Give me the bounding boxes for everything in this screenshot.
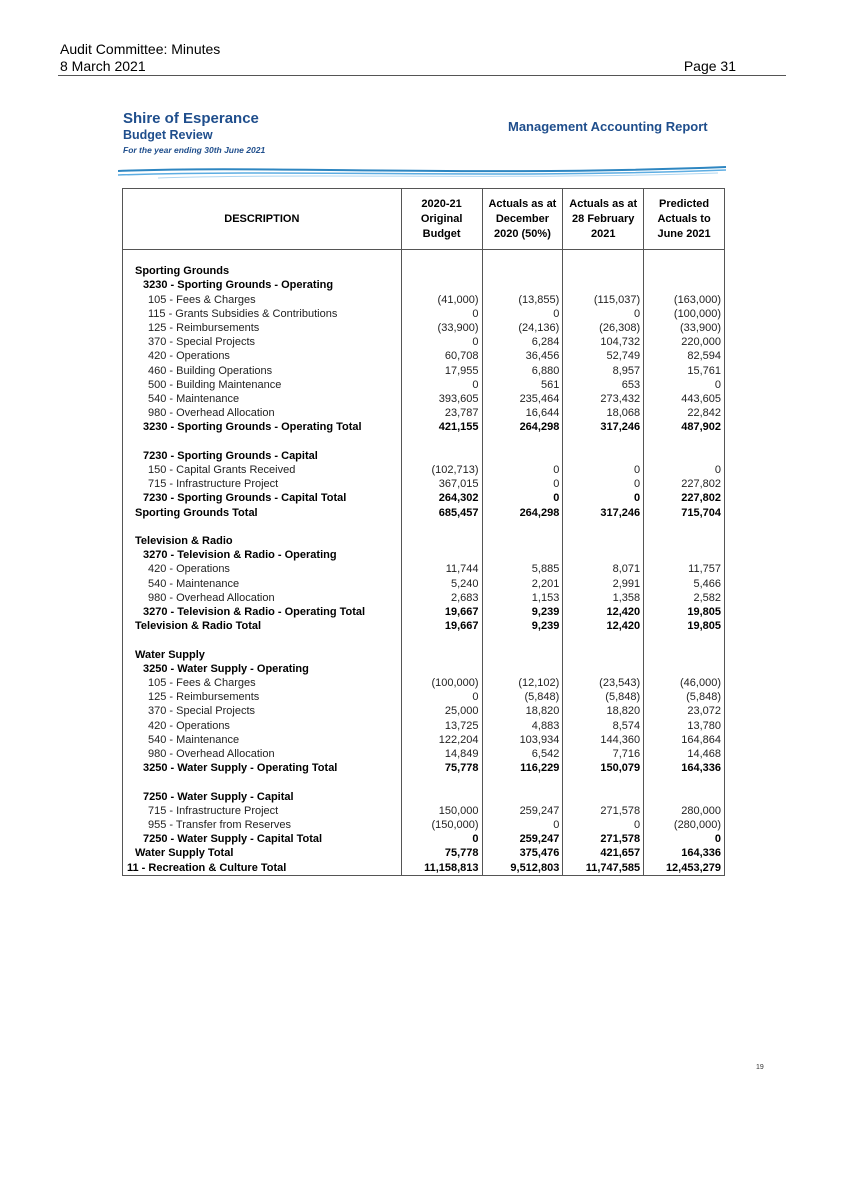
- total-row: [123, 846, 725, 860]
- line-item-row: [123, 591, 725, 605]
- row-value: (13,855): [482, 293, 563, 307]
- line-item-row: [123, 747, 725, 761]
- row-value: [563, 648, 644, 662]
- section-heading-row: [123, 662, 725, 676]
- row-value: [482, 435, 563, 449]
- row-value: [401, 520, 482, 534]
- row-value: 11,744: [401, 562, 482, 576]
- section-heading-row: [123, 648, 725, 662]
- row-value: [644, 633, 725, 647]
- row-value: 0: [401, 690, 482, 704]
- row-value: 164,336: [644, 846, 725, 860]
- total-row: [123, 491, 725, 505]
- line-item-row: [123, 719, 725, 733]
- row-value: (102,713): [401, 463, 482, 477]
- row-description: 370 - Special Projects: [123, 704, 402, 718]
- spacer-row: [123, 775, 725, 789]
- row-value: 9,239: [482, 619, 563, 633]
- row-value: 13,725: [401, 719, 482, 733]
- row-value: 685,457: [401, 506, 482, 520]
- header-line: Actuals as at: [569, 198, 638, 210]
- row-value: (5,848): [644, 690, 725, 704]
- row-value: 0: [482, 307, 563, 321]
- line-item-row: [123, 733, 725, 747]
- row-description: 3230 - Sporting Grounds - Operating Total: [123, 420, 402, 434]
- row-value: 561: [482, 378, 563, 392]
- row-value: [401, 278, 482, 292]
- row-value: 15,761: [644, 364, 725, 378]
- row-value: [401, 790, 482, 804]
- row-value: 0: [401, 378, 482, 392]
- spacer-row: [123, 520, 725, 534]
- row-value: [482, 548, 563, 562]
- total-row: [123, 619, 725, 633]
- row-value: [482, 775, 563, 789]
- row-description: 3250 - Water Supply - Operating: [123, 662, 402, 676]
- row-value: 11,158,813: [401, 861, 482, 876]
- row-value: [644, 449, 725, 463]
- row-value: 14,468: [644, 747, 725, 761]
- row-value: 23,787: [401, 406, 482, 420]
- row-description: 980 - Overhead Allocation: [123, 747, 402, 761]
- row-value: [401, 435, 482, 449]
- line-item-row: [123, 477, 725, 491]
- row-value: 393,605: [401, 392, 482, 406]
- col-predicted-actuals-header: [644, 189, 725, 250]
- row-value: (280,000): [644, 818, 725, 832]
- row-value: 122,204: [401, 733, 482, 747]
- row-value: 259,247: [482, 804, 563, 818]
- row-value: 75,778: [401, 846, 482, 860]
- total-row: [123, 605, 725, 619]
- total-row: [123, 861, 725, 876]
- row-description: 3270 - Television & Radio - Operating: [123, 548, 402, 562]
- line-item-row: [123, 577, 725, 591]
- spacer-row: [123, 250, 725, 265]
- header-line: 28 February: [572, 213, 635, 225]
- row-value: 116,229: [482, 761, 563, 775]
- total-row: [123, 761, 725, 775]
- line-item-row: [123, 804, 725, 818]
- row-value: 103,934: [482, 733, 563, 747]
- col-original-budget-header: [401, 189, 482, 250]
- row-description: 420 - Operations: [123, 349, 402, 363]
- row-value: 0: [563, 818, 644, 832]
- row-value: [482, 278, 563, 292]
- row-description: 540 - Maintenance: [123, 733, 402, 747]
- line-item-row: [123, 676, 725, 690]
- row-value: [563, 534, 644, 548]
- row-value: [563, 633, 644, 647]
- row-value: 36,456: [482, 349, 563, 363]
- spacer-row: [123, 435, 725, 449]
- row-value: 0: [401, 832, 482, 846]
- report-period: For the year ending 30th June 2021: [123, 145, 266, 155]
- row-value: 4,883: [482, 719, 563, 733]
- row-value: 23,072: [644, 704, 725, 718]
- row-description: Sporting Grounds: [123, 264, 402, 278]
- row-value: 8,957: [563, 364, 644, 378]
- row-value: [563, 775, 644, 789]
- header-rule: [58, 75, 786, 76]
- row-value: [644, 548, 725, 562]
- total-row: [123, 832, 725, 846]
- report-title: Management Accounting Report: [508, 119, 708, 134]
- footer-page-number: 19: [756, 1064, 764, 1071]
- row-value: 443,605: [644, 392, 725, 406]
- row-value: [563, 790, 644, 804]
- row-value: (41,000): [401, 293, 482, 307]
- row-value: [401, 775, 482, 789]
- row-value: 60,708: [401, 349, 482, 363]
- row-value: 0: [563, 491, 644, 505]
- section-heading-row: [123, 449, 725, 463]
- row-value: 0: [482, 477, 563, 491]
- row-value: [644, 790, 725, 804]
- row-value: [482, 264, 563, 278]
- row-value: (33,900): [401, 321, 482, 335]
- row-description: 7230 - Sporting Grounds - Capital: [123, 449, 402, 463]
- row-value: [401, 633, 482, 647]
- row-value: 0: [482, 463, 563, 477]
- row-value: 19,667: [401, 619, 482, 633]
- row-description: [123, 775, 402, 789]
- row-value: 14,849: [401, 747, 482, 761]
- row-description: Television & Radio Total: [123, 619, 402, 633]
- row-value: 164,336: [644, 761, 725, 775]
- row-value: (46,000): [644, 676, 725, 690]
- section-heading-row: [123, 264, 725, 278]
- row-value: 2,201: [482, 577, 563, 591]
- row-value: 164,864: [644, 733, 725, 747]
- line-item-row: [123, 378, 725, 392]
- col-actuals-december-header: [482, 189, 563, 250]
- row-description: [123, 633, 402, 647]
- row-value: 0: [563, 307, 644, 321]
- section-heading-row: [123, 534, 725, 548]
- table-body: [123, 250, 725, 876]
- row-value: 5,885: [482, 562, 563, 576]
- line-item-row: [123, 690, 725, 704]
- row-value: 0: [644, 463, 725, 477]
- row-value: (115,037): [563, 293, 644, 307]
- row-value: 0: [482, 818, 563, 832]
- row-value: [644, 534, 725, 548]
- row-value: 259,247: [482, 832, 563, 846]
- row-value: 22,842: [644, 406, 725, 420]
- row-value: 12,420: [563, 619, 644, 633]
- report-organisation: Shire of Esperance: [123, 110, 259, 127]
- row-value: 75,778: [401, 761, 482, 775]
- row-description: 3250 - Water Supply - Operating Total: [123, 761, 402, 775]
- line-item-row: [123, 293, 725, 307]
- row-value: 2,991: [563, 577, 644, 591]
- row-value: 18,820: [563, 704, 644, 718]
- row-value: [401, 449, 482, 463]
- line-item-row: [123, 562, 725, 576]
- total-row: [123, 506, 725, 520]
- line-item-row: [123, 321, 725, 335]
- row-description: 980 - Overhead Allocation: [123, 406, 402, 420]
- row-description: 3230 - Sporting Grounds - Operating: [123, 278, 402, 292]
- row-value: [644, 250, 725, 265]
- row-value: 7,716: [563, 747, 644, 761]
- row-value: 19,805: [644, 605, 725, 619]
- section-heading-row: [123, 790, 725, 804]
- row-value: [482, 648, 563, 662]
- header-line: Budget: [422, 228, 461, 240]
- row-value: 13,780: [644, 719, 725, 733]
- row-value: [563, 662, 644, 676]
- report-subtitle: Budget Review: [123, 128, 213, 142]
- row-value: 280,000: [644, 804, 725, 818]
- row-value: 5,240: [401, 577, 482, 591]
- row-value: [482, 520, 563, 534]
- row-value: 715,704: [644, 506, 725, 520]
- row-value: [644, 435, 725, 449]
- row-description: 540 - Maintenance: [123, 577, 402, 591]
- row-description: 980 - Overhead Allocation: [123, 591, 402, 605]
- row-value: 0: [644, 832, 725, 846]
- row-value: (100,000): [401, 676, 482, 690]
- row-value: (5,848): [563, 690, 644, 704]
- row-value: 9,239: [482, 605, 563, 619]
- row-value: 11,747,585: [563, 861, 644, 876]
- row-value: 2,683: [401, 591, 482, 605]
- row-value: 104,732: [563, 335, 644, 349]
- row-value: [401, 662, 482, 676]
- row-value: [401, 264, 482, 278]
- row-value: 1,153: [482, 591, 563, 605]
- row-value: [482, 250, 563, 265]
- row-value: (26,308): [563, 321, 644, 335]
- row-value: 8,574: [563, 719, 644, 733]
- row-value: [482, 534, 563, 548]
- header-line: June 2021: [657, 228, 711, 240]
- line-item-row: [123, 392, 725, 406]
- row-description: [123, 520, 402, 534]
- row-value: (23,543): [563, 676, 644, 690]
- row-description: 105 - Fees & Charges: [123, 293, 402, 307]
- row-description: [123, 435, 402, 449]
- row-description: 540 - Maintenance: [123, 392, 402, 406]
- row-description: 370 - Special Projects: [123, 335, 402, 349]
- row-value: (24,136): [482, 321, 563, 335]
- row-value: 271,578: [563, 832, 644, 846]
- row-value: [644, 520, 725, 534]
- row-value: [401, 648, 482, 662]
- row-description: 115 - Grants Subsidies & Contributions: [123, 307, 402, 321]
- row-value: 227,802: [644, 477, 725, 491]
- row-value: 264,298: [482, 420, 563, 434]
- row-description: 125 - Reimbursements: [123, 690, 402, 704]
- total-row: [123, 420, 725, 434]
- row-value: 19,667: [401, 605, 482, 619]
- row-value: [563, 520, 644, 534]
- row-description: 420 - Operations: [123, 719, 402, 733]
- row-value: [644, 775, 725, 789]
- header-line: Original: [420, 213, 463, 225]
- row-description: 105 - Fees & Charges: [123, 676, 402, 690]
- row-value: 271,578: [563, 804, 644, 818]
- row-value: [644, 648, 725, 662]
- spacer-row: [123, 633, 725, 647]
- row-value: 12,453,279: [644, 861, 725, 876]
- row-value: 6,542: [482, 747, 563, 761]
- row-description: 7230 - Sporting Grounds - Capital Total: [123, 491, 402, 505]
- row-description: 500 - Building Maintenance: [123, 378, 402, 392]
- row-description: 7250 - Water Supply - Capital Total: [123, 832, 402, 846]
- row-value: 6,880: [482, 364, 563, 378]
- row-value: (12,102): [482, 676, 563, 690]
- header-line: 2020-21: [421, 198, 462, 210]
- row-value: [563, 548, 644, 562]
- row-description: Water Supply Total: [123, 846, 402, 860]
- row-value: 17,955: [401, 364, 482, 378]
- line-item-row: [123, 335, 725, 349]
- col-description-header: DESCRIPTION: [123, 189, 402, 250]
- row-value: 150,079: [563, 761, 644, 775]
- col-actuals-february-header: [563, 189, 644, 250]
- row-value: [563, 250, 644, 265]
- row-value: 0: [401, 335, 482, 349]
- line-item-row: [123, 463, 725, 477]
- header-swoosh-graphic: [118, 157, 728, 181]
- row-value: [563, 264, 644, 278]
- line-item-row: [123, 704, 725, 718]
- row-value: 220,000: [644, 335, 725, 349]
- line-item-row: [123, 307, 725, 321]
- header-line: 2020 (50%): [493, 228, 551, 240]
- row-description: [123, 250, 402, 265]
- row-value: 18,068: [563, 406, 644, 420]
- line-item-row: [123, 364, 725, 378]
- row-value: 25,000: [401, 704, 482, 718]
- row-description: 460 - Building Operations: [123, 364, 402, 378]
- row-description: 955 - Transfer from Reserves: [123, 818, 402, 832]
- row-value: 421,155: [401, 420, 482, 434]
- row-value: [482, 662, 563, 676]
- row-value: [482, 633, 563, 647]
- header-line: Actuals to: [657, 213, 711, 225]
- row-value: [644, 264, 725, 278]
- line-item-row: [123, 818, 725, 832]
- row-description: 420 - Operations: [123, 562, 402, 576]
- row-value: 367,015: [401, 477, 482, 491]
- row-value: 653: [563, 378, 644, 392]
- row-value: 18,820: [482, 704, 563, 718]
- row-value: 2,582: [644, 591, 725, 605]
- row-value: (163,000): [644, 293, 725, 307]
- line-item-row: [123, 406, 725, 420]
- table-header-row: [123, 189, 725, 250]
- row-value: 150,000: [401, 804, 482, 818]
- row-value: [563, 278, 644, 292]
- header-line: Predicted: [659, 198, 710, 210]
- row-value: [482, 790, 563, 804]
- row-value: (5,848): [482, 690, 563, 704]
- row-description: Water Supply: [123, 648, 402, 662]
- row-value: 0: [401, 307, 482, 321]
- row-description: Sporting Grounds Total: [123, 506, 402, 520]
- header-page: Page 31: [683, 58, 736, 74]
- row-value: 5,466: [644, 577, 725, 591]
- row-value: 235,464: [482, 392, 563, 406]
- row-value: 0: [563, 463, 644, 477]
- row-value: (100,000): [644, 307, 725, 321]
- row-description: 11 - Recreation & Culture Total: [123, 861, 402, 876]
- row-value: [401, 534, 482, 548]
- row-value: 52,749: [563, 349, 644, 363]
- header-line: 2021: [591, 228, 616, 240]
- row-value: 12,420: [563, 605, 644, 619]
- row-description: 715 - Infrastructure Project: [123, 477, 402, 491]
- section-heading-row: [123, 278, 725, 292]
- header-date: 8 March 2021: [60, 58, 146, 74]
- row-value: [644, 278, 725, 292]
- row-value: 421,657: [563, 846, 644, 860]
- row-value: [563, 449, 644, 463]
- row-description: 3270 - Television & Radio - Operating Total: [123, 605, 402, 619]
- row-value: 317,246: [563, 506, 644, 520]
- row-value: [401, 548, 482, 562]
- row-value: 11,757: [644, 562, 725, 576]
- row-value: 273,432: [563, 392, 644, 406]
- row-description: 125 - Reimbursements: [123, 321, 402, 335]
- row-value: 227,802: [644, 491, 725, 505]
- row-value: [482, 449, 563, 463]
- budget-review-table: [122, 188, 725, 876]
- row-value: 264,298: [482, 506, 563, 520]
- row-value: 16,644: [482, 406, 563, 420]
- section-heading-row: [123, 548, 725, 562]
- row-value: 0: [563, 477, 644, 491]
- row-value: 487,902: [644, 420, 725, 434]
- row-value: 317,246: [563, 420, 644, 434]
- row-value: 9,512,803: [482, 861, 563, 876]
- row-value: 144,360: [563, 733, 644, 747]
- row-value: (150,000): [401, 818, 482, 832]
- line-item-row: [123, 349, 725, 363]
- row-value: [563, 435, 644, 449]
- row-value: 0: [644, 378, 725, 392]
- row-description: Television & Radio: [123, 534, 402, 548]
- row-value: 82,594: [644, 349, 725, 363]
- row-value: 8,071: [563, 562, 644, 576]
- row-description: 150 - Capital Grants Received: [123, 463, 402, 477]
- row-value: 264,302: [401, 491, 482, 505]
- row-value: (33,900): [644, 321, 725, 335]
- row-description: 7250 - Water Supply - Capital: [123, 790, 402, 804]
- header-line: Actuals as at: [488, 198, 557, 210]
- row-description: 715 - Infrastructure Project: [123, 804, 402, 818]
- header-title: Audit Committee: Minutes: [60, 41, 221, 57]
- row-value: 1,358: [563, 591, 644, 605]
- row-value: 19,805: [644, 619, 725, 633]
- row-value: [401, 250, 482, 265]
- row-value: 375,476: [482, 846, 563, 860]
- row-value: [644, 662, 725, 676]
- header-line: December: [495, 213, 550, 225]
- row-value: 0: [482, 491, 563, 505]
- row-value: 6,284: [482, 335, 563, 349]
